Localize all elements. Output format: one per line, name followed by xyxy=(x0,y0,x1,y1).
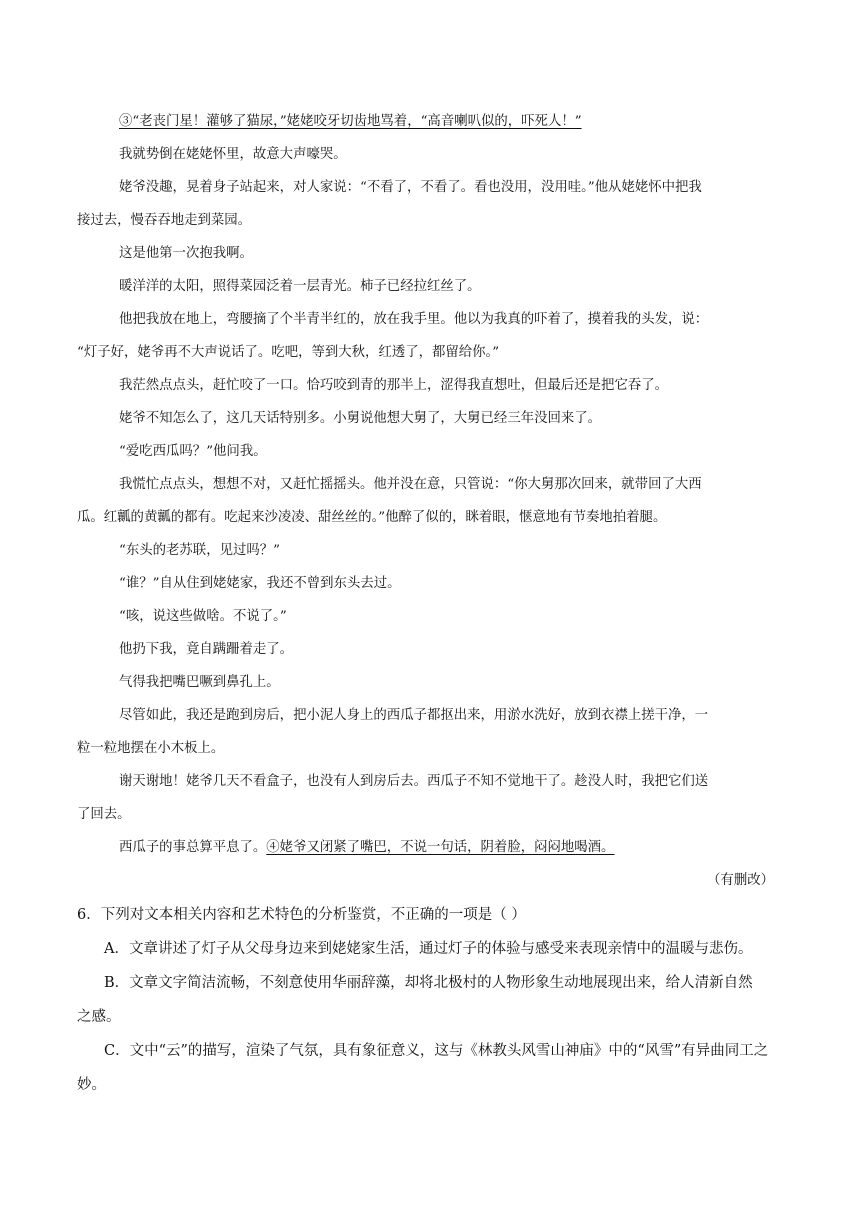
passage-paragraph-continuation: 了回去。 xyxy=(77,807,131,822)
passage-paragraph xyxy=(119,839,614,857)
passage-paragraph: “爱吃西瓜吗？”他问我。 xyxy=(119,444,267,459)
passage-paragraph: “谁？”自从住到姥姥家，我还不曾到东头去过。 xyxy=(119,576,401,591)
question-stem: 6．下列对文本相关内容和艺术特色的分析鉴赏，不正确的一项是（ ） xyxy=(77,907,526,923)
option-b-continuation: 之感。 xyxy=(77,1009,121,1025)
passage-paragraph: 姥爷不知怎么了，这几天话特别多。小舅说他想大舅了，大舅已经三年没回来了。 xyxy=(119,411,602,426)
passage-paragraph: 我茫然点点头，赶忙咬了一口。恰巧咬到青的那半上，涩得我直想吐，但最后还是把它吞了。 xyxy=(119,378,669,393)
passage-underlined-sentence-4: ④姥爷又闭紧了嘴巴，不说一句话，阴着脸，闷闷地喝酒。 xyxy=(266,840,615,855)
option-c-continuation: 妙。 xyxy=(77,1077,106,1093)
passage-paragraph: 这是他第一次抱我啊。 xyxy=(119,246,253,261)
passage-paragraph-continuation: 接过去，慢吞吞地走到菜园。 xyxy=(77,213,252,228)
passage-paragraph: 尽管如此，我还是跑到房后，把小泥人身上的西瓜子都抠出来，用淤水洗好，放到衣襟上搓干净，一 xyxy=(119,708,709,723)
passage-paragraph: 谢天谢地！姥爷几天不看盒子，也没有人到房后去。西瓜子不知不觉地干了。趁没人时，我把它们送 xyxy=(119,774,709,789)
passage-paragraph-continuation: “灯子好，姥爷再不大声说话了。吃吧，等到大秋，红透了，都留给你。” xyxy=(77,345,500,360)
passage-paragraph: “咳，说这些做啥。不说了。” xyxy=(119,609,287,624)
passage-paragraph: “东头的老苏联，见过吗？” xyxy=(119,543,280,558)
passage-paragraph: 我慌忙点点头，想想不对，又赶忙摇摇头。他并没在意，只管说：“你大舅那次回来，就带回了大西 xyxy=(119,477,702,492)
passage-paragraph: 姥爷没趣，晃着身子站起来，对人家说：“不看了，不看了。看也没用，没用哇。”他从姥姥怀中把我 xyxy=(119,180,702,195)
passage-paragraph: 我就势倒在姥姥怀里，故意大声嚎哭。 xyxy=(119,147,347,162)
passage-text: 西瓜子的事总算平息了。 xyxy=(119,840,267,855)
option-b: B．文章文字简洁流畅，不刻意使用华丽辞藻，却将北极村的人物形象生动地展现出来，给人清新自然 xyxy=(104,975,753,991)
passage-paragraph: 他把我放在地上，弯腰摘了个半青半红的，放在我手里。他以为我真的吓着了，摸着我的头发，说： xyxy=(119,312,709,327)
passage-paragraph: 气得我把嘴巴噘到鼻孔上。 xyxy=(119,675,280,690)
option-a: A．文章讲述了灯子从父母身边来到姥姥家生活，通过灯子的体验与感受来表现亲情中的温暖与悲伤。 xyxy=(104,941,753,957)
passage-paragraph: 暖洋洋的太阳，照得菜园泛着一层青光。柿子已经拉红丝了。 xyxy=(119,279,481,294)
passage-paragraph-continuation: 粒一粒地摆在小木板上。 xyxy=(77,741,225,756)
passage-underlined-sentence-3: ③“老丧门星！灌够了猫尿，”姥姥咬牙切齿地骂着，“高音喇叭似的，吓死人！” xyxy=(119,114,582,129)
passage-paragraph-continuation: 瓜。红瓤的黄瓤的都有。吃起来沙凌凌、甜丝丝的。”他醉了似的，眯着眼，惬意地有节奏地拍着腿。 xyxy=(77,510,667,525)
passage-paragraph: 他扔下我，竟自蹒跚着走了。 xyxy=(119,642,294,657)
source-note: （有删改） xyxy=(707,873,774,888)
option-c: C．文中“云”的描写，渲染了气氛，具有象征意义，这与《林教头风雪山神庙》中的“风雪”有异曲同工之 xyxy=(104,1043,769,1059)
